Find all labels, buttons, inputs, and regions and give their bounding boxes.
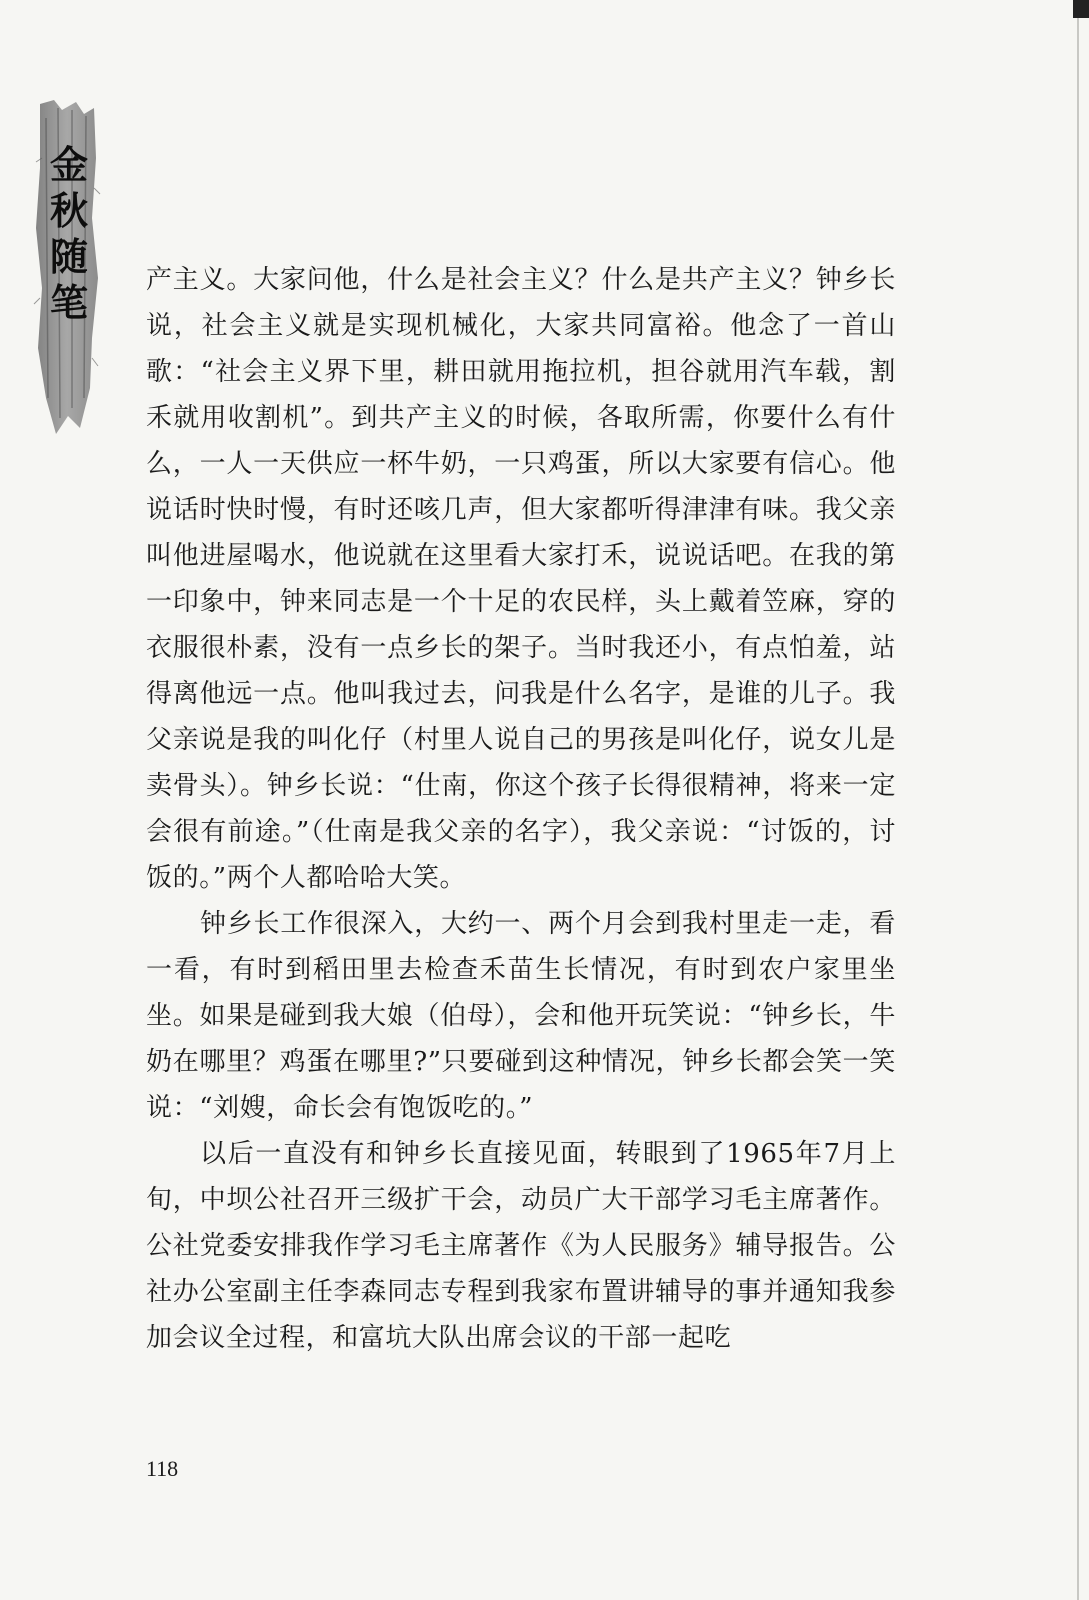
scan-corner-mark: [1073, 0, 1089, 18]
paragraph-2: 钟乡长工作很深入，大约一、两个月会到我村里走一走，看一看，有时到稻田里去检查禾苗生长情况，有时到农户家里坐坐。如果是碰到我大娘（伯母），会和他开玩笑说：“钟乡长，牛奶在哪里？鸡蛋在哪里?”只要碰到这种情况，钟乡长都会笑一笑说：“刘嫂，命长会有饱饭吃的。”: [146, 909, 896, 1123]
paragraph-1: 产主义。大家问他，什么是社会主义？什么是共产主义？钟乡长说，社会主义就是实现机械化，大家共同富裕。他念了一首山歌：“社会主义界下里，耕田就用拖拉机，担谷就用汽车载，割禾就用收割机”。到共产主义的时候，各取所需，你要什么有什么，一人一天供应一杯牛奶，一只鸡蛋，所以大家要有信心。他说话时快时慢，有时还咳几声，但大家都听得津津有味。我父亲叫他进屋喝水，他说就在这里看大家打禾，说说话吧。在我的第一印象中，钟来同志是一个十足的农民样，头上戴着笠麻，穿的衣服很朴素，没有一点乡长的架子。当时我还小，有点怕羞，站得离他远一点。他叫我过去，问我是什么名字，是谁的儿子。我父亲说是我的叫化仔（村里人说自己的男孩是叫化仔，说女儿是卖骨头）。钟乡长说：“仕南，你这个孩子长得很精神，将来一定会很有前途。”（仕南是我父亲的名字），我父亲说：“讨饭的，讨饭的。”两个人都哈哈大笑。: [146, 265, 896, 893]
paragraph-3: 以后一直没有和钟乡长直接见面，转眼到了1965年7月上旬，中坝公社召开三级扩干会，动员广大干部学习毛主席著作。公社党委安排我作学习毛主席著作《为人民服务》辅导报告。公社办公室副主任李森同志专程到我家布置讲辅导的事并通知我参加会议全过程，和富坑大队出席会议的干部一起吃: [146, 1139, 896, 1353]
series-title-banner: [32, 98, 102, 438]
article-body: [146, 257, 896, 1361]
page-number: 118: [146, 1456, 179, 1481]
page-edge: [1077, 0, 1079, 1600]
series-title: 金秋随笔: [49, 142, 88, 325]
